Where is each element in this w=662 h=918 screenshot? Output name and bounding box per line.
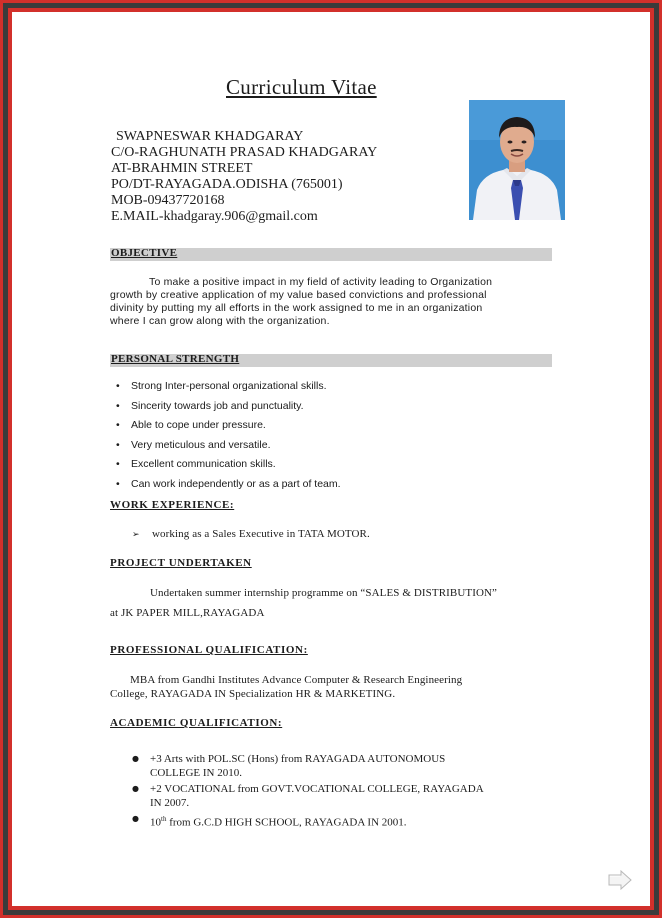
- bullet-icon: •: [116, 419, 120, 431]
- list-item: • Sincerity towards job and punctuality.: [116, 399, 304, 412]
- list-item: • Very meticulous and versatile.: [116, 438, 271, 451]
- contact-block: [111, 129, 377, 225]
- list-item: ● +3 Arts with POL.SC (Hons) from RAYAGADA AUTONOMOUS COLLEGE IN 2010.: [132, 753, 446, 779]
- personal-strength-heading-bar: [110, 354, 552, 367]
- person-photo-icon: [469, 100, 565, 220]
- bullet-icon: •: [116, 458, 120, 470]
- professional-qualification-heading: PROFESSIONAL QUALIFICATION:: [110, 644, 308, 656]
- academic-qualification-heading: ACADEMIC QUALIFICATION:: [110, 717, 283, 729]
- bullet-icon: ●: [132, 784, 139, 793]
- objective-line: To make a positive impact in my field of activity leading to Organization: [149, 276, 493, 288]
- personal-strength-list: [116, 380, 341, 497]
- bullet-icon: ●: [132, 814, 139, 823]
- objective-line: where I can grow along with the organization.: [110, 315, 330, 327]
- objective-line: divinity by putting my all efforts in the work assigned to me in an organization: [110, 302, 483, 314]
- address-city: PO/DT-RAYAGADA.ODISHA (765001): [111, 177, 343, 192]
- objective-heading-bar: [110, 248, 552, 261]
- work-experience-heading: WORK EXPERIENCE:: [110, 499, 235, 511]
- resume-sheet: [12, 12, 650, 906]
- project-heading: PROJECT UNDERTAKEN: [110, 557, 252, 569]
- list-item: • Excellent communication skills.: [116, 458, 276, 470]
- project-text: Undertaken summer internship programme on “SALES & DISTRIBUTION” at JK PAPER MILL,RAYAGADA: [110, 587, 498, 619]
- list-item: • Able to cope under pressure.: [116, 419, 266, 431]
- bullet-icon: •: [116, 380, 120, 392]
- list-item: ● 10th from G.C.D HIGH SCHOOL, RAYAGADA IN 2001.: [132, 814, 407, 829]
- email-address: E.MAIL-khadgaray.906@gmail.com: [111, 209, 318, 224]
- academic-qualification-list: [130, 752, 560, 832]
- objective-text: [110, 276, 570, 328]
- list-item: • Can work independently or as a part of team.: [116, 477, 341, 490]
- mobile-number: MOB-09437720168: [111, 193, 225, 208]
- address-care-of: C/O-RAGHUNATH PRASAD KHADGARAY: [111, 145, 378, 160]
- bullet-icon: •: [116, 477, 120, 490]
- list-item: ● +2 VOCATIONAL from GOVT.VOCATIONAL COLLEGE, RAYAGADA IN 2007.: [132, 783, 484, 809]
- bullet-icon: •: [116, 438, 120, 451]
- candidate-name: SWAPNESWAR KHADGARAY: [116, 129, 304, 144]
- objective-heading: OBJECTIVE: [111, 247, 178, 259]
- objective-line: growth by creative application of my value based convictions and professional: [110, 289, 487, 301]
- bullet-icon: •: [116, 399, 120, 412]
- list-item: • Strong Inter-personal organizational skills.: [116, 380, 327, 392]
- arrow-bullet-icon: ➢: [132, 530, 140, 540]
- profile-photo: [469, 100, 565, 220]
- document-title: Curriculum Vitae: [226, 75, 377, 99]
- bullet-icon: ●: [132, 754, 139, 763]
- professional-qualification-text: MBA from Gandhi Institutes Advance Computer & Research Engineering College, RAYAGADA IN Specialization HR & MARKETING.: [110, 674, 463, 700]
- page-curl-arrow-icon: [607, 870, 633, 895]
- work-experience-item: ➢ working as a Sales Executive in TATA MOTOR.: [132, 528, 370, 540]
- address-street: AT-BRAHMIN STREET: [111, 161, 253, 176]
- personal-strength-heading: PERSONAL STRENGTH: [111, 353, 240, 365]
